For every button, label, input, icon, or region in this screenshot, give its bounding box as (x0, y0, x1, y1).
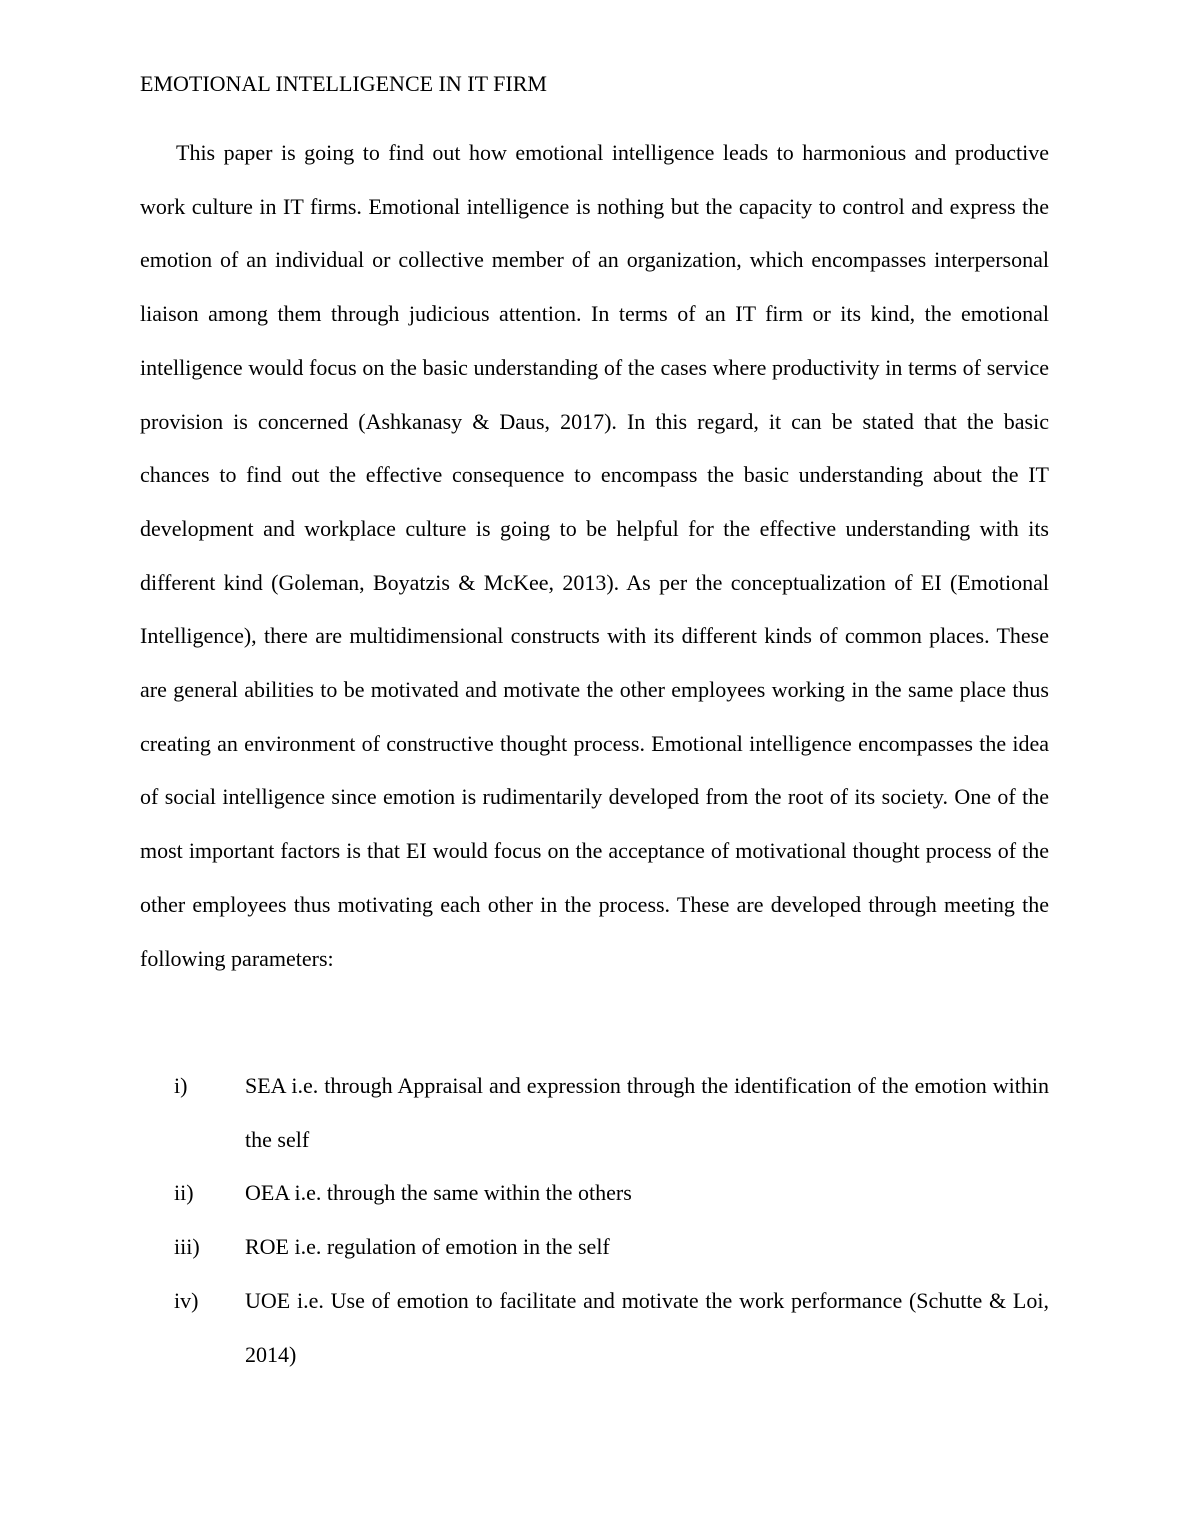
list-marker: iv) (174, 1287, 199, 1313)
list-marker: i) (174, 1073, 188, 1098)
list-item (140, 1274, 1049, 1381)
list-item-text: OEA i.e. through the same within the others (245, 1180, 632, 1206)
list-item-text: SEA i.e. through Appraisal and expression through the identification of the emotion within the self (245, 1073, 1049, 1152)
list-item-text: ROE i.e. regulation of emotion in the self (245, 1234, 610, 1260)
running-head: EMOTIONAL INTELLIGENCE IN IT FIRM (140, 71, 547, 96)
list-item (140, 1059, 1049, 1166)
list-marker: ii) (174, 1180, 194, 1206)
list-item (140, 1166, 1049, 1220)
list-item-text: UOE i.e. Use of emotion to facilitate and motivate the work performance (Schutte & Loi, 2014) (245, 1287, 1049, 1367)
parameters-list (140, 1059, 1049, 1381)
list-marker: iii) (174, 1234, 200, 1260)
list-item (140, 1220, 1049, 1274)
body-paragraph: This paper is going to find out how emotional intelligence leads to harmonious and productive work culture in IT firms. Emotional intelligence is nothing but the capacity to control and express the emotion of an individual or collective member of an organization, which encompasses interpersonal liaison among them through judicious attention. In terms of an IT firm or its kind, the emotional intelligence would focus on the basic understanding of the cases where productivity in terms of service provision is concerned (Ashkanasy & Daus, 2017). In this regard, it can be stated that the basic chances to find out the effective consequence to encompass the basic understanding about the IT development and workplace culture is going to be helpful for the effective understanding with its different kind (Goleman, Boyatzis & McKee, 2013). As per the conceptualization of EI (Emotional Intelligence), there are multidimensional constructs with its different kinds of common places. These are general abilities to be motivated and motivate the other employees working in the same place thus creating an environment of constructive thought process. Emotional intelligence encompasses the idea of social intelligence since emotion is rudimentarily developed from the root of its society. One of the most important factors is that EI would focus on the acceptance of motivational thought process of the other employees thus motivating each other in the process. These are developed through meeting the following parameters: (140, 140, 1049, 971)
